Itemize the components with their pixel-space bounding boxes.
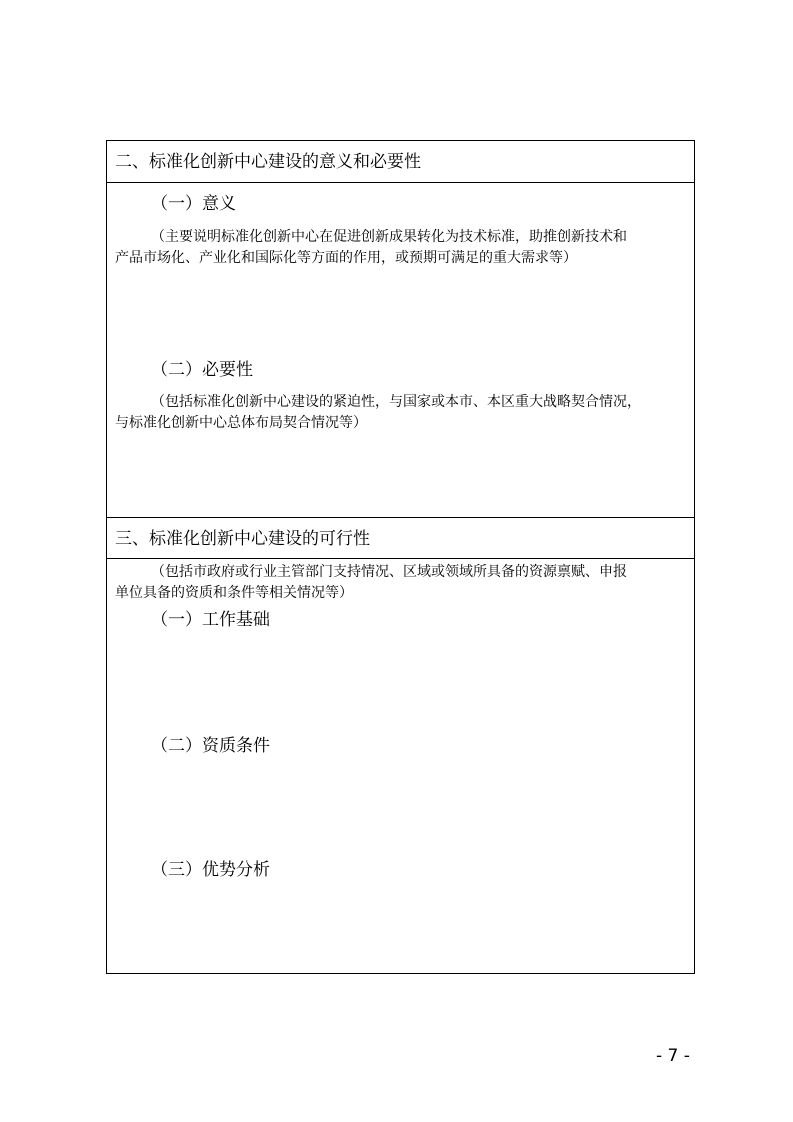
page-number: - 7 - xyxy=(656,1046,690,1066)
row-divider xyxy=(107,517,694,518)
section2-part1-note-line2: 产品市场化、产业化和国际化等方面的作用，或预期可满足的重大需求等） xyxy=(115,250,577,266)
section3-part3-title: （三）优势分析 xyxy=(151,860,270,880)
row-divider xyxy=(107,558,694,559)
section2-part2-title: （二）必要性 xyxy=(151,360,253,380)
section3-note-line1: （包括市政府或行业主管部门支持情况、区域或领域所具备的资源禀赋、申报 xyxy=(151,564,627,580)
section2-part1-note xyxy=(115,227,690,269)
section2-part2-note-line2: 与标准化创新中心总体布局契合情况等） xyxy=(115,415,367,431)
section3-part2-title: （二）资质条件 xyxy=(151,736,270,756)
section2-part1-title: （一）意义 xyxy=(151,194,236,214)
section3-note xyxy=(115,562,690,604)
section2-part2-note-line1: （包括标准化创新中心建设的紧迫性，与国家或本市、本区重大战略契合情况， xyxy=(151,394,641,410)
section2-part2-note xyxy=(115,392,690,434)
section3-part1-title: （一）工作基础 xyxy=(151,610,270,630)
application-form-table xyxy=(106,140,695,974)
section3-heading: 三、标准化创新中心建设的可行性 xyxy=(115,529,370,549)
section2-part1-note-line1: （主要说明标准化创新中心在促进创新成果转化为技术标准，助推创新技术和 xyxy=(151,229,627,245)
section3-note-line2: 单位具备的资质和条件等相关情况等） xyxy=(115,585,353,601)
row-divider xyxy=(107,182,694,183)
section2-heading: 二、标准化创新中心建设的意义和必要性 xyxy=(115,152,421,172)
